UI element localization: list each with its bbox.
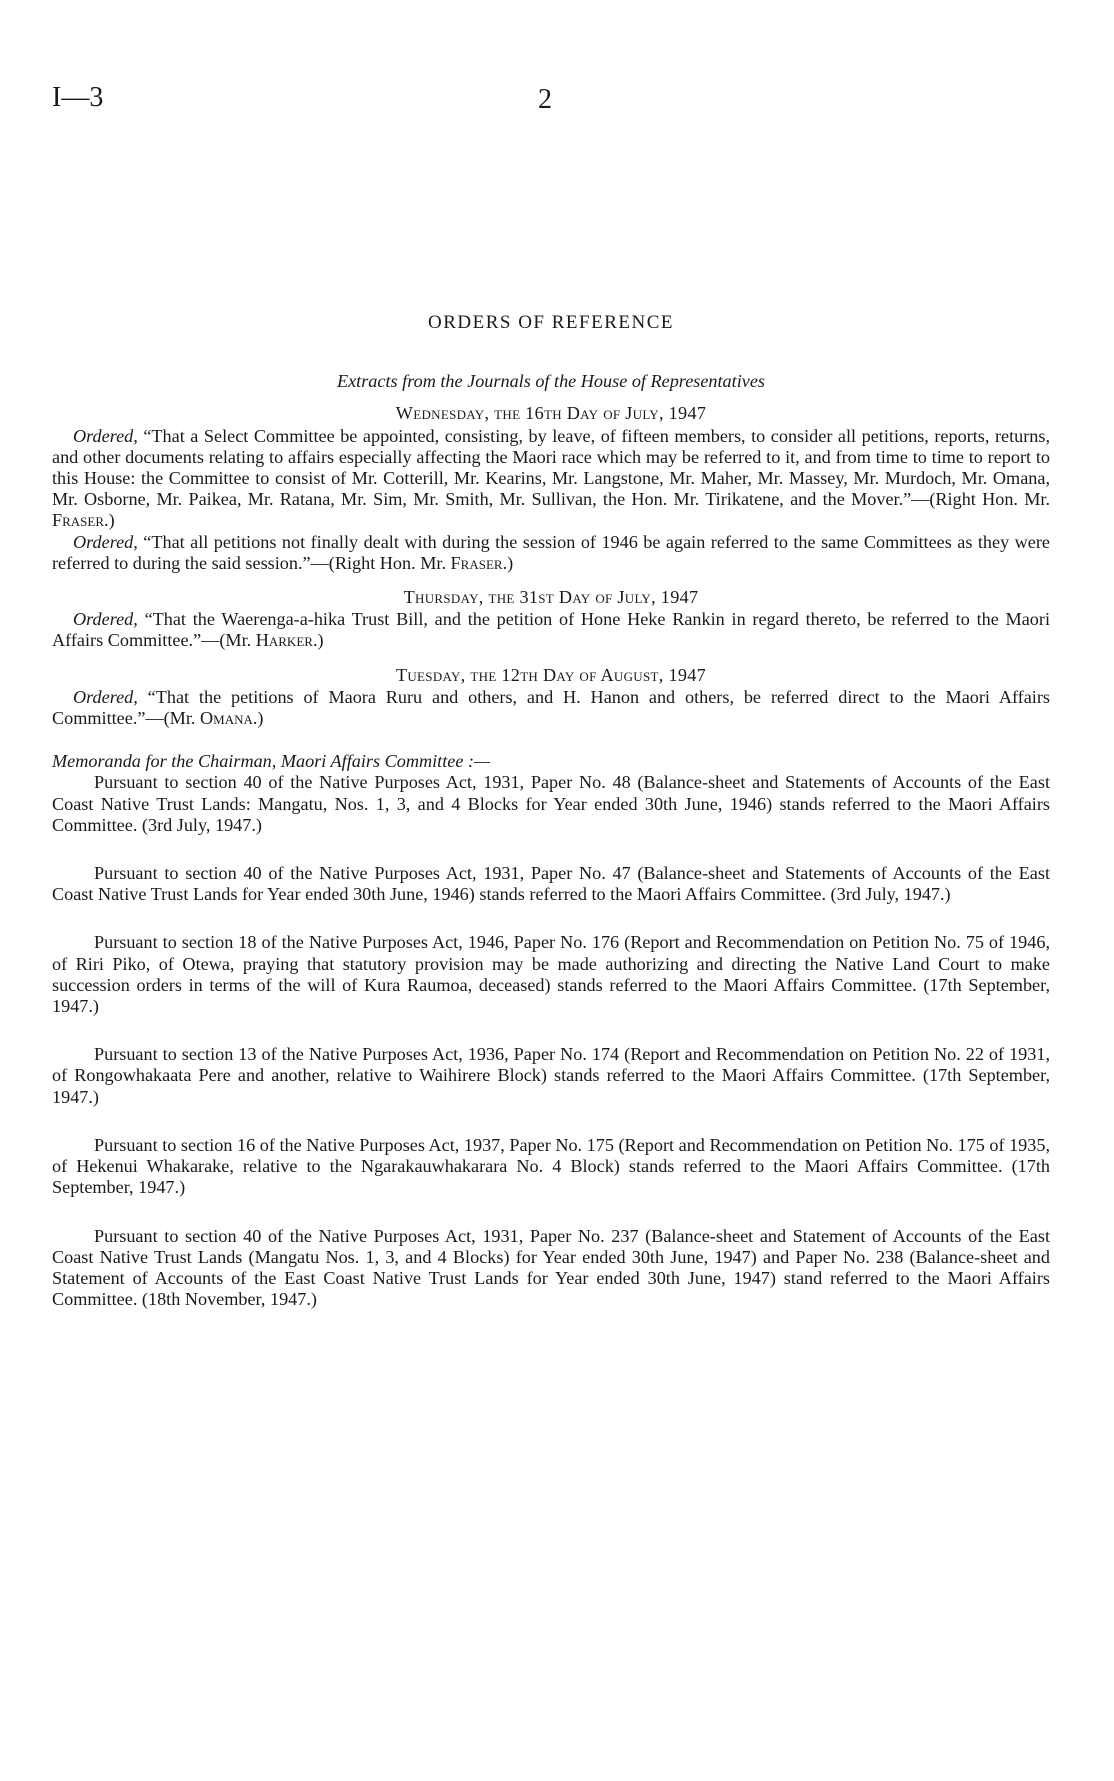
order-close: .) [502,552,514,573]
order-close: .) [312,630,324,651]
order-mover: Fraser [52,510,105,531]
memo-paragraph: Pursuant to section 18 of the Native Purposes Act, 1946, Paper No. 176 (Report and Recommendation on Petition No. 75 of 1946, of Riri Piko, of Otewa, praying that statutory provision may be made authorizing and directing the Native Land Court to make succession orders in terms of the will of Kura Raumoa, deceased) stands referred to the Maori Affairs Committee. (17th September, 1947.) [52,932,1050,1017]
memo-paragraph: Pursuant to section 16 of the Native Purposes Act, 1937, Paper No. 175 (Report and Recommendation on Petition No. 175 of 1935, of Hekenui Whakarake, relative to the Ngarakauwhakarara No. 4 Block) stands referred to the Maori Affairs Committee. (17th September, 1947.) [52,1134,1050,1198]
page-number: 2 [538,84,552,115]
order-text: “That a Select Committee be appointed, consisting, by leave, of fifteen members, to consider all petitions, reports, returns, and other documents relating to affairs especially affecting the Maori race which may be referred to it, and from time to time to report to this House: the Committee to consist of Mr. Cotterill, Mr. Kearins, Mr. Langstone, Mr. Maher, Mr. Massey, Mr. Murdoch, Mr. Omana, Mr. Osborne, Mr. Paikea, Mr. Ratana, Mr. Sim, Mr. Smith, Mr. Sullivan, the Hon. Mr. Tirikatene, and the Mover.”—(Right Hon. Mr. [52,425,1050,510]
memo-paragraph: Pursuant to section 40 of the Native Purposes Act, 1931, Paper No. 47 (Balance-sheet and Statements of Accounts of the East Coast Native Trust Lands for Year ended 30th June, 1946) stands referred to the Maori Affairs Committee. (3rd July, 1947.) [52,863,1050,905]
order-paragraph [52,609,1050,651]
memo-paragraph: Pursuant to section 13 of the Native Purposes Act, 1936, Paper No. 174 (Report and Recommendation on Petition No. 22 of 1931, of Rongowhakaata Pere and another, relative to Waihirere Block) stands referred to the Maori Affairs Committee. (17th September, 1947.) [52,1044,1050,1107]
section-august-12 [52,665,1050,730]
section-date: Thursday, the 31st Day of July, 1947 [403,587,699,608]
memoranda-section [52,751,1050,1310]
memoranda-heading: Memoranda for the Chairman, Maori Affairs Committee :— [52,751,491,772]
order-mover: Harker [255,630,313,651]
order-paragraph [52,426,1050,532]
order-close: .) [104,510,115,531]
order-mover: Fraser [450,552,503,573]
document-reference: I—3 [52,82,104,113]
order-text: “That the Waerenga-a-hika Trust Bill, and the petition of Hone Heke Rankin in regard thereto, be referred to the Maori Affairs Committee.”—(Mr. [52,609,1050,651]
order-text: “That the petitions of Maora Ruru and others, and H. Hanon and others, be referred direct to the Maori Affairs Committee.”—(Mr. [52,686,1050,729]
order-label: Ordered, [73,686,138,707]
section-date: Tuesday, the 12th Day of August, 1947 [395,664,707,685]
page-header [52,82,1052,122]
order-mover: Omana [200,708,253,729]
order-close: .) [252,708,264,729]
order-paragraph [52,687,1050,729]
order-text: “That all petitions not finally dealt with during the session of 1946 be again referred to the same Committees as they were referred to during the said session.”—(Right Hon. Mr. [52,531,1050,573]
section-date: Wednesday, the 16th Day of July, 1947 [395,403,707,424]
section-july-31 [52,587,1050,652]
order-paragraph [52,532,1050,574]
memo-paragraph: Pursuant to section 40 of the Native Purposes Act, 1931, Paper No. 237 (Balance-sheet and Statement of Accounts of the East Coast Native Trust Lands (Mangatu Nos. 1, 3, and 4 Blocks) for Year ended 30th June, 1947) and Paper No. 238 (Balance-sheet and Statement of Accounts of the East Coast Native Trust Lands for Year ended 30th June, 1947) stand referred to the Maori Affairs Committee. (18th November, 1947.) [52,1225,1050,1310]
order-label: Ordered, [73,531,138,552]
order-label: Ordered, [73,609,138,630]
order-label: Ordered, [73,425,138,446]
section-july-16 [52,403,1050,574]
memo-paragraph: Pursuant to section 40 of the Native Purposes Act, 1931, Paper No. 48 (Balance-sheet and Statements of Accounts of the East Coast Native Trust Lands: Mangatu, Nos. 1, 3, and 4 Blocks for Year ended 30th June, 1946) stands referred to the Maori Affairs Committee. (3rd July, 1947.) [52,772,1050,835]
page-subtitle: Extracts from the Journals of the House of Representatives [336,371,765,392]
page-title: ORDERS OF REFERENCE [428,312,674,333]
document-body [52,312,1050,1337]
